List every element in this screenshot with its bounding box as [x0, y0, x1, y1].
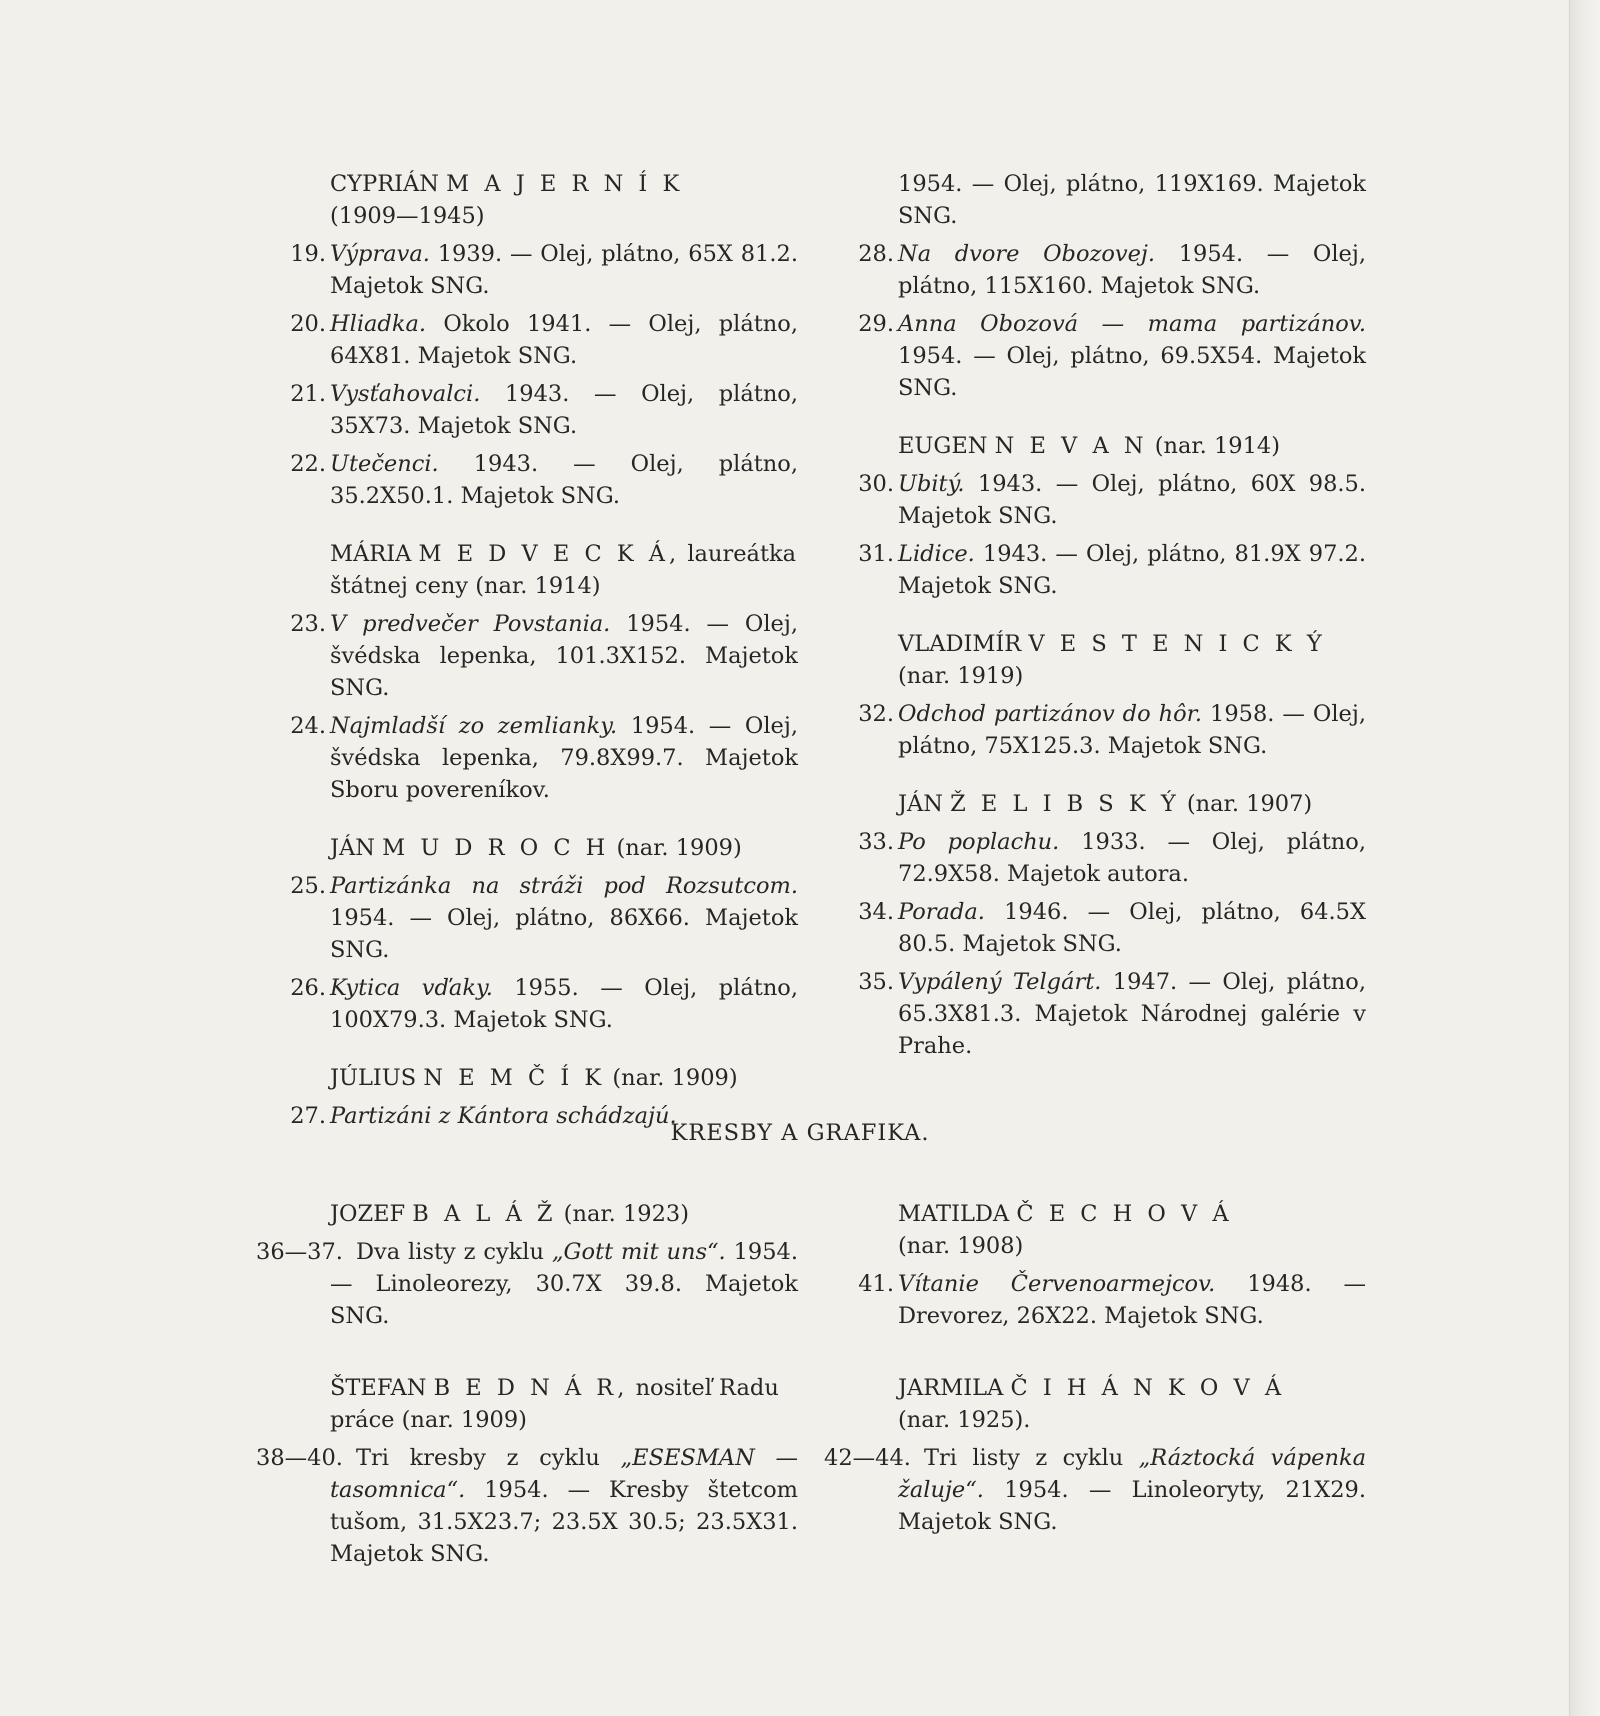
- catalog-entry: 23. V predvečer Povstania. 1954. — Olej, švédska lepenka, 101.3X152. Majetok SNG.: [290, 611, 798, 701]
- right-column-graphics: [824, 1198, 1367, 1544]
- page-edge: [1569, 0, 1600, 1716]
- catalog-entry: 42—44. Tri listy z cyklu „Ráztocká vápenka žaluje“. 1954. — Linoleoryty, 21X29. Majetok SNG.: [824, 1445, 1366, 1535]
- catalog-entry: 28. Na dvore Obozovej. 1954. — Olej, plátno, 115X160. Majetok SNG.: [858, 241, 1366, 299]
- section-title: KRESBY A GRAFIKA.: [670, 1120, 930, 1146]
- artist-heading: MATILDA Č E C H O V Á (nar. 1908): [898, 1201, 1233, 1259]
- artist-heading: JOZEF B A L Á Ž (nar. 1923): [330, 1201, 689, 1227]
- catalog-entry: 22. Utečenci. 1943. — Olej, plátno, 35.2X50.1. Majetok SNG.: [290, 451, 798, 509]
- catalog-entry: 32. Odchod partizánov do hôr. 1958. — Olej, plátno, 75X125.3. Majetok SNG.: [858, 701, 1366, 759]
- catalog-entry: 21. Vysťahovalci. 1943. — Olej, plátno, 35X73. Majetok SNG.: [290, 381, 799, 439]
- artist-heading: JÁN M U D R O C H (nar. 1909): [330, 835, 742, 861]
- artist-heading: JÚLIUS N E M Č Í K (nar. 1909): [330, 1065, 738, 1091]
- catalog-entry: 34. Porada. 1946. — Olej, plátno, 64.5X 80.5. Majetok SNG.: [858, 899, 1367, 957]
- artist-heading: EUGEN N E V A N (nar. 1914): [898, 433, 1281, 459]
- artist-heading: VLADIMÍR V E S T E N I C K Ý (nar. 1919): [898, 631, 1326, 689]
- catalog-entry: 38—40. Tri kresby z cyklu „ESESMAN — tasomnica“. 1954. — Kresby štetcom tušom, 31.5X23.7; 23.5X 30.5; 23.5X31. Majetok SNG.: [256, 1445, 798, 1567]
- entry-continuation: 1954. — Olej, plátno, 119X169. Majetok SNG.: [898, 171, 1366, 229]
- artist-heading: JARMILA Č I H Á N K O V Á (nar. 1925).: [898, 1375, 1286, 1433]
- catalog-entry: 36—37. Dva listy z cyklu „Gott mit uns“. 1954. — Linoleorezy, 30.7X 39.8. Majetok SNG.: [256, 1239, 798, 1329]
- artist-heading: MÁRIA M E D V E C K Á, laureátka štátnej ceny (nar. 1914): [330, 541, 797, 599]
- catalog-entry: 19. Výprava. 1939. — Olej, plátno, 65X 81.2. Majetok SNG.: [290, 241, 798, 299]
- catalog-entry: 26. Kytica vďaky. 1955. — Olej, plátno, 100X79.3. Majetok SNG.: [290, 975, 799, 1033]
- catalog-entry: 25. Partizánka na stráži pod Rozsutcom. 1954. — Olej, plátno, 86X66. Majetok SNG.: [290, 873, 798, 963]
- catalog-entry: 41. Vítanie Červenoarmejcov. 1948. — Drevorez, 26X22. Majetok SNG.: [858, 1271, 1367, 1329]
- artist-heading: CYPRIÁN M A J E R N Í K (1909—1945): [330, 171, 684, 229]
- left-column: [268, 168, 798, 1138]
- catalog-entry: 33. Po poplachu. 1933. — Olej, plátno, 72.9X58. Majetok autora.: [858, 829, 1366, 887]
- right-column: [836, 168, 1366, 1068]
- artist-heading: JÁN Ž E L I B S K Ý (nar. 1907): [898, 791, 1313, 817]
- catalog-entry: 31. Lidice. 1943. — Olej, plátno, 81.9X 97.2. Majetok SNG.: [858, 541, 1367, 599]
- catalog-entry: 30. Ubitý. 1943. — Olej, plátno, 60X 98.5. Majetok SNG.: [858, 471, 1367, 529]
- catalog-entry: 20. Hliadka. Okolo 1941. — Olej, plátno, 64X81. Majetok SNG.: [290, 311, 798, 369]
- artist-heading: ŠTEFAN B E D N Á R, nositeľ Radu práce (nar. 1909): [330, 1375, 779, 1433]
- catalog-entry: 27. Partizáni z Kántora schádzajú.: [290, 1103, 677, 1129]
- catalog-entry: 29. Anna Obozová — mama partizánov. 1954. — Olej, plátno, 69.5X54. Majetok SNG.: [858, 311, 1366, 401]
- catalog-entry: 35. Vypálený Telgárt. 1947. — Olej, plátno, 65.3X81.3. Majetok Národnej galérie v Prahe.: [858, 969, 1366, 1059]
- left-column-graphics: [256, 1198, 798, 1576]
- catalog-entry: 24. Najmladší zo zemlianky. 1954. — Olej, švédska lepenka, 79.8X99.7. Majetok Sboru povereníkov.: [290, 713, 798, 803]
